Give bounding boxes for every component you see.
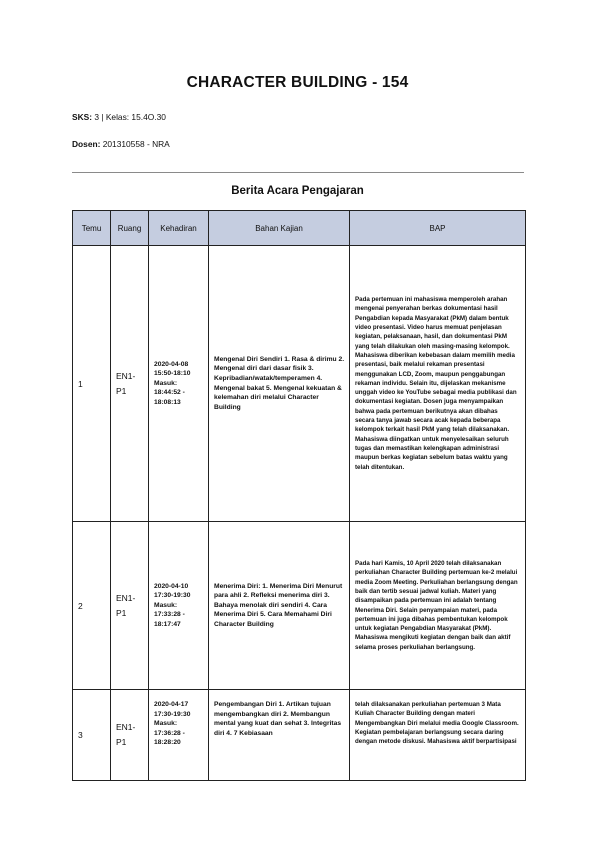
- cell-ruang: EN1-P1: [111, 690, 149, 781]
- table-header-row: [73, 211, 526, 246]
- cell-ruang: EN1-P1: [111, 246, 149, 522]
- col-header-ruang: Ruang: [111, 211, 149, 246]
- cell-bahan-kajian: Pengembangan Diri 1. Artikan tujuan mengembangkan diri 2. Membangun mental yang kuat dan sehat 3. Integritas diri 4. 7 Kebiasaan: [209, 690, 350, 781]
- cell-temu: 3: [73, 690, 111, 781]
- cell-bahan-kajian: Menerima Diri: 1. Menerima Diri Menurut para ahli 2. Refleksi menerima diri 3. Bahaya menolak diri sendiri 4. Cara Menerima Diri 5. Cara Memahami Diri Character Building: [209, 522, 350, 690]
- cell-bap: telah dilaksanakan perkuliahan pertemuan 3 Mata Kuliah Character Building dengan materi Mengembangkan Diri melalui media Google Classroom. Kegiatan pembelajaran berlangsung secara daring dengan metode diskusi. Mahasiswa aktif berpartisipasi: [350, 690, 526, 781]
- cell-bap: Pada pertemuan ini mahasiswa memperoleh arahan mengenai penyerahan berkas dokumentasi hasil Pengabdian kepada Masyarakat (PkM) dalam bentuk video presentasi. Video harus memuat penjelasan kegiatan, pelaksanaan, hasil, dan dokumentasi PkM yang telah dilakukan oleh masing-masing kelompok. Mahasiswa diberikan kebebasan dalam memilih media presentasi, baik melalui rekaman presentasi menggunakan LCD, Zoom, maupun penggabungan rekaman individu. Selain itu, dijelaskan mekanisme unggah video ke YouTube sebagai media publikasi dan dokumentasi kegiatan. Dosen juga menyampaikan bahwa pada pertemuan berikutnya akan dibahas secara tanya jawab secara acak kepada beberapa kelompok terkait hasil PkM yang telah dilaksanakan. Mahasiswa diingatkan untuk menyelesaikan seluruh tugas dan memastikan kelengkapan administrasi maupun berkas kegiatan sebelum batas waktu yang telah ditentukan.: [350, 246, 526, 522]
- sks-label: SKS:: [72, 112, 93, 122]
- col-header-bap: BAP: [350, 211, 526, 246]
- page-title: CHARACTER BUILDING - 154: [186, 74, 409, 91]
- cell-kehadiran: 2020-04-17 17:30-19:30 Masuk: 17:36:28 - 18:28:20: [149, 690, 209, 781]
- section-title: Berita Acara Pengajaran: [231, 185, 364, 197]
- cell-bahan-kajian: Mengenal Diri Sendiri 1. Rasa & dirimu 2. Mengenal diri dari dasar fisik 3. Kepribadian/watak/temperamen 4. Mengenal bakat 5. Mengenal kekuatan & kelemahan diri melalui Character Building: [209, 246, 350, 522]
- cell-temu: 1: [73, 246, 111, 522]
- divider: [72, 172, 524, 173]
- col-header-temu: Temu: [73, 211, 111, 246]
- dosen-label: Dosen:: [72, 139, 101, 149]
- cell-kehadiran: 2020-04-10 17:30-19:30 Masuk: 17:33:28 - 18:17:47: [149, 522, 209, 690]
- col-header-kehadiran: Kehadiran: [149, 211, 209, 246]
- dosen-info: [72, 139, 170, 149]
- cell-ruang: EN1-P1: [111, 522, 149, 690]
- cell-bap: Pada hari Kamis, 10 April 2020 telah dilaksanakan perkuliahan Character Building pertemuan ke-2 melalui media Zoom Meeting. Perkuliahan berlangsung dengan baik dan tertib sesuai jadwal kuliah. Materi yang disampaikan pada pertemuan ini adalah tentang Menerima Diri. Selain penyampaian materi, pada pertemuan ini juga dibahas pembentukan kelompok untuk kegiatan Pengabdian Masyarakat (PkM). Mahasiswa mengikuti kegiatan dengan baik dan aktif selama proses perkuliahan berlangsung.: [350, 522, 526, 690]
- dosen-value: 201310558 - NRA: [102, 139, 170, 149]
- table-row: [73, 690, 526, 781]
- sks-value: 3 | Kelas: 15.4O.30: [94, 112, 166, 122]
- bap-table: [72, 210, 526, 781]
- col-header-bahan-kajian: Bahan Kajian: [209, 211, 350, 246]
- cell-temu: 2: [73, 522, 111, 690]
- table-row: [73, 246, 526, 522]
- cell-kehadiran: 2020-04-08 15:50-18:10 Masuk: 18:44:52 - 18:08:13: [149, 246, 209, 522]
- sks-info: [72, 112, 166, 122]
- table-row: [73, 522, 526, 690]
